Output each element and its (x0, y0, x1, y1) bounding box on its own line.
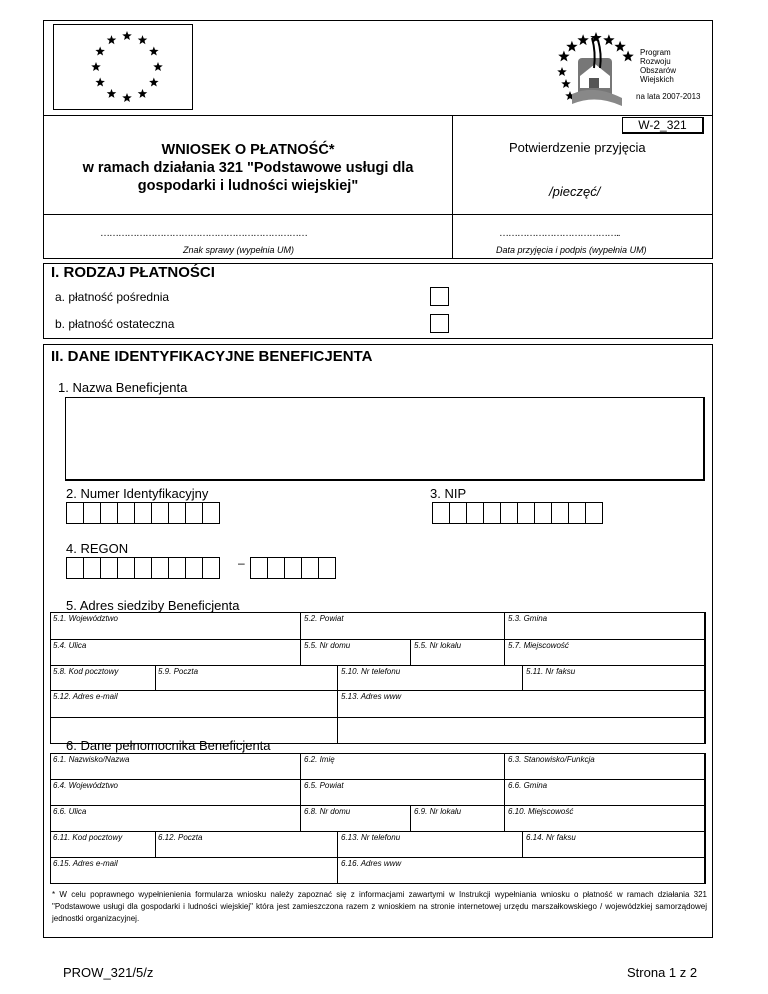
addr-vline (155, 665, 156, 690)
option-b-label: b. płatność ostateczna (55, 317, 175, 331)
rep-voivodeship-label: 6.4. Województwo (53, 781, 118, 790)
logo-line-3: Obszarów (640, 66, 677, 75)
rep-postcode-label: 6.11. Kod pocztowy (53, 833, 123, 842)
regon-cells-2[interactable] (250, 557, 335, 579)
regon-cells-1[interactable] (66, 557, 219, 579)
field-5-label: 5. Adres siedziby Beneficjenta (66, 598, 240, 613)
form-code: W-2_321 (638, 118, 687, 132)
addr-postcode-label: 5.8. Kod pocztowy (53, 667, 119, 676)
address-grid (50, 612, 706, 744)
rep-vline (155, 831, 156, 857)
option-a-label: a. płatność pośrednia (55, 290, 170, 304)
rep-row-line-1 (50, 779, 706, 780)
addr-row-line-2 (50, 665, 706, 666)
rep-vline (522, 831, 523, 857)
eu-star-icon (122, 93, 132, 102)
form-title-line-2: w ramach działania 321 "Podstawowe usługi dla (82, 160, 414, 176)
rep-vline (504, 753, 505, 831)
addr-row-line-3 (50, 690, 706, 691)
footer-form-id: PROW_321/5/z (63, 965, 154, 980)
footer-page-number: Strona 1 z 2 (627, 965, 698, 980)
field-1-label: 1. Nazwa Beneficjenta (58, 380, 188, 395)
rep-vline (337, 831, 338, 884)
rep-vline (410, 805, 411, 831)
field-2-label: 2. Numer Identyfikacyjny (66, 486, 209, 501)
eu-star-icon (153, 62, 163, 71)
addr-vline (504, 612, 505, 665)
rep-commune-label: 6.6. Gmina (508, 781, 548, 790)
logo-line-2: Rozwoju (640, 57, 671, 66)
logo-star-icon (558, 51, 569, 62)
addr-www-label: 5.13. Adres www (341, 692, 402, 701)
eu-stars-flag-icon (54, 25, 192, 109)
eu-star-icon (107, 89, 117, 98)
title-divider-h (43, 214, 713, 215)
addr-voivodeship-label: 5.1. Województwo (53, 614, 118, 623)
addr-county-label: 5.2. Powiat (304, 614, 344, 623)
form-title-line-3: gospodarki i ludności wiejskiej" (137, 178, 359, 194)
eu-star-icon (122, 31, 132, 40)
field-6-label: 6. Dane pełnomocnika Beneficjenta (66, 738, 271, 753)
addr-street-label: 5.4. Ulica (53, 641, 87, 650)
addr-apartment-no-label: 5.5. Nr lokalu (414, 641, 462, 650)
confirmation-label: Potwierdzenie przyjęcia (509, 140, 646, 155)
form-title (50, 141, 446, 195)
rep-street-label: 6.6. Ulica (53, 807, 87, 816)
title-divider-v (452, 115, 453, 259)
addr-row-line-4 (50, 717, 706, 718)
rep-phone-label: 6.13. Nr telefonu (341, 833, 401, 842)
form-title-line-1: WNIOSEK O PŁATNOŚĆ* (161, 142, 335, 158)
rep-apartment-no-label: 6.9. Nr lokalu (414, 807, 462, 816)
rep-first-name-label: 6.2. Imię (304, 755, 335, 764)
rep-surname-label: 6.1. Nazwisko/Nazwa (53, 755, 130, 764)
logo-star-icon (603, 34, 614, 45)
rep-county-label: 6.5. Powiat (304, 781, 344, 790)
rep-row-line-3 (50, 831, 706, 832)
rep-fax-label: 6.14. Nr faksu (526, 833, 576, 842)
prow-logo-icon (552, 28, 636, 110)
logo-star-icon (557, 67, 567, 76)
addr-phone-label: 5.10. Nr telefonu (341, 667, 401, 676)
addr-commune-label: 5.3. Gmina (508, 614, 548, 623)
date-signature-dots: ………………………………….. (499, 228, 620, 239)
addr-fax-label: 5.11. Nr faksu (526, 667, 576, 676)
eu-star-icon (149, 78, 159, 87)
addr-vline (337, 665, 338, 744)
addr-vline (300, 612, 301, 665)
addr-house-no-label: 5.5. Nr domu (304, 641, 351, 650)
section-2-title: II. DANE IDENTYFIKACYJNE BENEFICJENTA (51, 348, 373, 365)
eu-star-icon (149, 47, 159, 56)
eu-flag (53, 24, 193, 110)
case-number-dots: …………………………………………………………… (100, 228, 307, 239)
eu-star-icon (95, 47, 105, 56)
eu-star-icon (91, 62, 101, 71)
rep-vline (300, 753, 301, 831)
logo-line-4: Wiejskich (640, 75, 674, 84)
logo-years: na lata 2007-2013 (636, 92, 701, 101)
addr-city-label: 5.7. Miejscowość (508, 641, 569, 650)
rep-www-label: 6.16. Adres www (341, 859, 402, 868)
eu-star-icon (138, 89, 148, 98)
addr-email-label: 5.12. Adres e-mail (53, 692, 118, 701)
addr-vline (522, 665, 523, 690)
logo-star-icon (622, 51, 633, 62)
rep-row-line-2 (50, 805, 706, 806)
prow-logo (552, 28, 712, 110)
eu-star-icon (107, 35, 117, 44)
addr-post-office-label: 5.9. Poczta (158, 667, 199, 676)
rep-house-no-label: 6.8. Nr domu (304, 807, 351, 816)
form-code-box (622, 117, 704, 134)
rep-email-label: 6.15. Adres e-mail (53, 859, 118, 868)
section-1-title: I. RODZAJ PŁATNOŚCI (51, 264, 215, 281)
rep-row-line-4 (50, 857, 706, 858)
stamp-label: /pieczęć/ (549, 184, 601, 199)
date-signature-label: Data przyjęcia i podpis (wypełnia UM) (496, 245, 647, 255)
nip-cells[interactable] (432, 502, 602, 524)
addr-row-line-1 (50, 639, 706, 640)
logo-star-icon (614, 41, 625, 52)
footnote: * W celu poprawnego wypełnienienia formularza wniosku należy zapoznać się z informacjami zawartymi w Instrukcji wypełniania wniosku o płatność w ramach działania 321 "Podstawowe usługi dla gospodarki i ludności wiejskiej" która jest zamieszczona razem z wnioskiem na stronie internetowej urzędu marszałkowskiego / wojewódzkiej samorządowej jednostki organizacyjnej. (52, 890, 707, 923)
rep-post-office-label: 6.12. Poczta (158, 833, 203, 842)
id-number-cells[interactable] (66, 502, 219, 524)
addr-vline (410, 639, 411, 665)
option-b-checkbox[interactable] (430, 314, 449, 333)
logo-star-icon (566, 41, 577, 52)
logo-star-icon (561, 79, 571, 88)
field-4-label: 4. REGON (66, 541, 129, 556)
logo-star-icon (577, 34, 588, 45)
eu-star-icon (138, 35, 148, 44)
eu-star-icon (95, 78, 105, 87)
rep-city-label: 6.10. Miejscowość (508, 807, 574, 816)
regon-dash: – (238, 556, 245, 570)
rep-position-label: 6.3. Stanowisko/Funkcja (508, 755, 595, 764)
beneficiary-name-input[interactable] (65, 397, 705, 481)
case-number-label: Znak sprawy (wypełnia UM) (183, 245, 295, 255)
option-a-checkbox[interactable] (430, 287, 449, 306)
field-3-label: 3. NIP (430, 486, 467, 501)
logo-line-1: Program (640, 48, 671, 57)
